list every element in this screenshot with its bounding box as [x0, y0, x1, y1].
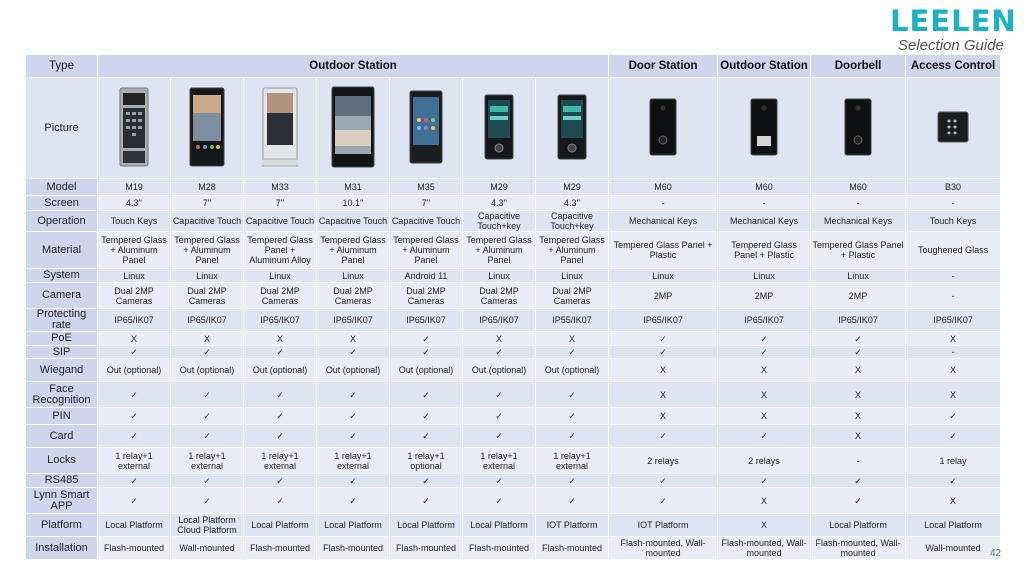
device-image [718, 78, 811, 179]
spec-cell: X [811, 382, 906, 408]
spec-cell: 2MP [811, 283, 906, 309]
group-access-control: Access Control [906, 55, 1001, 78]
spec-cell: Tempered Glass Panel + Plastic [609, 232, 718, 269]
spec-cell: Mechanical Keys [811, 211, 906, 232]
spec-cell: ✓ [609, 332, 718, 346]
spec-cell: ✓ [390, 425, 463, 448]
spec-cell: 7'' [244, 196, 317, 211]
spec-cell: 1 relay+1 external [536, 448, 609, 474]
spec-row [26, 408, 1001, 425]
spec-cell: Dual 2MP Cameras [390, 283, 463, 309]
spec-cell: X [906, 332, 1001, 346]
spec-cell: Android 11 [390, 269, 463, 283]
row-label: Wiegand [26, 359, 98, 382]
spec-cell: Linux [317, 269, 390, 283]
spec-cell: Local Platform Cloud Platform [171, 514, 244, 537]
spec-row [26, 211, 1001, 232]
m31-touch-panel-icon [331, 86, 375, 168]
spec-cell: ✓ [536, 408, 609, 425]
spec-cell: IP65/IK07 [98, 309, 171, 332]
spec-cell: M29 [536, 179, 609, 196]
spec-cell: ✓ [536, 346, 609, 359]
spec-cell: 1 relay+1 optional [390, 448, 463, 474]
spec-cell: 1 relay+1 external [98, 448, 171, 474]
row-label: PIN [26, 408, 98, 425]
spec-cell: M60 [609, 179, 718, 196]
spec-cell: 4.3'' [98, 196, 171, 211]
spec-cell: Out (optional) [463, 359, 536, 382]
spec-cell: ✓ [244, 425, 317, 448]
b30-access-reader-icon [937, 111, 969, 143]
spec-cell: - [811, 448, 906, 474]
spec-cell: - [906, 283, 1001, 309]
spec-cell: Linux [811, 269, 906, 283]
spec-cell: Capacitive Touch [171, 211, 244, 232]
spec-cell: Tempered Glass + Aluminum Panel [98, 232, 171, 269]
spec-cell: Flash-mounted [244, 537, 317, 560]
spec-cell: Wall-mounted [171, 537, 244, 560]
row-label: RS485 [26, 474, 98, 488]
spec-cell: IOT Platform [536, 514, 609, 537]
spec-cell: X [536, 332, 609, 346]
spec-cell: Dual 2MP Cameras [244, 283, 317, 309]
spec-cell: X [718, 359, 811, 382]
spec-cell: ✓ [906, 474, 1001, 488]
spec-cell: ✓ [171, 425, 244, 448]
spec-cell: ✓ [390, 332, 463, 346]
spec-cell: M29 [463, 179, 536, 196]
spec-cell: ✓ [98, 474, 171, 488]
spec-cell: X [98, 332, 171, 346]
spec-cell: ✓ [811, 474, 906, 488]
row-label: PoE [26, 332, 98, 346]
spec-cell: IP65/IK07 [609, 309, 718, 332]
page-number: 42 [990, 548, 1002, 559]
spec-cell: ✓ [317, 425, 390, 448]
spec-cell: Dual 2MP Cameras [463, 283, 536, 309]
spec-cell: Tempered Glass + Aluminum Panel [463, 232, 536, 269]
row-label: Protecting rate [26, 309, 98, 332]
device-image [463, 78, 536, 179]
spec-cell: Linux [463, 269, 536, 283]
spec-cell: Tempered Glass + Aluminum Panel [171, 232, 244, 269]
spec-cell: ✓ [536, 474, 609, 488]
spec-cell: X [906, 382, 1001, 408]
spec-cell: ✓ [244, 408, 317, 425]
row-label: Locks [26, 448, 98, 474]
spec-cell: 10.1'' [317, 196, 390, 211]
spec-cell: Out (optional) [317, 359, 390, 382]
spec-cell: ✓ [171, 346, 244, 359]
spec-cell: Dual 2MP Cameras [171, 283, 244, 309]
spec-cell: X [718, 408, 811, 425]
spec-cell: ✓ [718, 332, 811, 346]
spec-cell: Tempered Glass Panel + Plastic [718, 232, 811, 269]
spec-cell: Local Platform [811, 514, 906, 537]
spec-cell: ✓ [244, 346, 317, 359]
row-label: Material [26, 232, 98, 269]
m28-touch-panel-icon [189, 87, 225, 167]
spec-cell: - [718, 196, 811, 211]
spec-cell: 1 relay+1 external [171, 448, 244, 474]
spec-cell: Dual 2MP Cameras [536, 283, 609, 309]
row-label: Operation [26, 211, 98, 232]
spec-cell: 2 relays [718, 448, 811, 474]
spec-cell: Capacitive Touch [390, 211, 463, 232]
spec-cell: ✓ [609, 346, 718, 359]
spec-cell: - [811, 196, 906, 211]
row-label: System [26, 269, 98, 283]
spec-cell: ✓ [609, 474, 718, 488]
spec-row [26, 382, 1001, 408]
m33-touch-panel-icon [262, 87, 298, 167]
row-label: Screen [26, 196, 98, 211]
spec-cell: B30 [906, 179, 1001, 196]
spec-cell: IP65/IK07 [463, 309, 536, 332]
device-image [609, 78, 718, 179]
spec-cell: ✓ [317, 408, 390, 425]
spec-cell: M60 [811, 179, 906, 196]
spec-cell: Capacitive Touch [244, 211, 317, 232]
spec-row [26, 425, 1001, 448]
spec-cell: IP65/IK07 [244, 309, 317, 332]
spec-cell: 2 relays [609, 448, 718, 474]
row-label: Lynn Smart APP [26, 488, 98, 514]
spec-cell: Capacitive Touch [317, 211, 390, 232]
spec-cell: X [171, 332, 244, 346]
spec-cell: X [718, 488, 811, 514]
spec-cell: 7'' [171, 196, 244, 211]
spec-cell: ✓ [98, 382, 171, 408]
type-header: Type [26, 55, 98, 78]
spec-cell: ✓ [906, 425, 1001, 448]
spec-cell: ✓ [317, 474, 390, 488]
spec-cell: ✓ [171, 382, 244, 408]
spec-cell: Flash-mounted [317, 537, 390, 560]
spec-cell: IP65/IK07 [317, 309, 390, 332]
spec-cell: 2MP [609, 283, 718, 309]
spec-cell: Tempered Glass + Aluminum Panel [390, 232, 463, 269]
spec-cell: Out (optional) [171, 359, 244, 382]
spec-cell: ✓ [811, 346, 906, 359]
spec-cell: Linux [98, 269, 171, 283]
spec-cell: X [811, 425, 906, 448]
device-image [390, 78, 463, 179]
spec-cell: ✓ [98, 488, 171, 514]
spec-cell: Local Platform [463, 514, 536, 537]
row-label: SIP [26, 346, 98, 359]
spec-cell: 4.3'' [463, 196, 536, 211]
spec-cell: ✓ [390, 474, 463, 488]
spec-cell: Flash-mounted, Wall-mounted [609, 537, 718, 560]
spec-cell: ✓ [390, 488, 463, 514]
group-outdoor-station: Outdoor Station [98, 55, 609, 78]
m29-touch-panel-icon [557, 94, 587, 160]
spec-cell: - [906, 269, 1001, 283]
spec-cell: Local Platform [390, 514, 463, 537]
spec-row [26, 346, 1001, 359]
spec-cell: X [906, 359, 1001, 382]
spec-row [26, 179, 1001, 196]
spec-cell: Linux [609, 269, 718, 283]
spec-cell: ✓ [609, 425, 718, 448]
spec-cell: X [609, 359, 718, 382]
spec-cell: ✓ [390, 408, 463, 425]
spec-cell: Flash-mounted [463, 537, 536, 560]
spec-cell: Touch Keys [98, 211, 171, 232]
group-doorbell: Doorbell [811, 55, 906, 78]
header-row [26, 55, 1001, 78]
spec-cell: M60 [718, 179, 811, 196]
spec-cell: X [811, 408, 906, 425]
spec-cell: ✓ [463, 408, 536, 425]
spec-cell: Out (optional) [98, 359, 171, 382]
m60-doorbell-icon [844, 98, 872, 156]
spec-cell: Mechanical Keys [609, 211, 718, 232]
spec-cell: Local Platform [317, 514, 390, 537]
spec-cell: X [718, 382, 811, 408]
row-label: Model [26, 179, 98, 196]
spec-cell: IP55/IK07 [536, 309, 609, 332]
group-outdoor-station-2: Outdoor Station [718, 55, 811, 78]
spec-cell: Capacitive Touch+key [463, 211, 536, 232]
m60-outdoor-station-icon [750, 98, 778, 156]
spec-cell: Wall-mounted [906, 537, 1001, 560]
device-image [906, 78, 1001, 179]
spec-cell: 2MP [718, 283, 811, 309]
spec-cell: M33 [244, 179, 317, 196]
spec-cell: ✓ [609, 488, 718, 514]
spec-cell: ✓ [463, 488, 536, 514]
spec-cell: Capacitive Touch+key [536, 211, 609, 232]
spec-cell: ✓ [536, 488, 609, 514]
spec-cell: X [906, 488, 1001, 514]
spec-cell: Local Platform [244, 514, 317, 537]
spec-cell: ✓ [171, 488, 244, 514]
spec-cell: Dual 2MP Cameras [317, 283, 390, 309]
spec-cell: Flash-mounted, Wall-mounted [811, 537, 906, 560]
device-image [244, 78, 317, 179]
spec-cell: M31 [317, 179, 390, 196]
device-image [811, 78, 906, 179]
spec-row [26, 232, 1001, 269]
spec-cell: ✓ [906, 408, 1001, 425]
spec-cell: ✓ [463, 382, 536, 408]
spec-cell: - [906, 346, 1001, 359]
group-door-station: Door Station [609, 55, 718, 78]
row-label: Face Recognition [26, 382, 98, 408]
spec-row [26, 448, 1001, 474]
spec-cell: X [463, 332, 536, 346]
spec-cell: ✓ [718, 474, 811, 488]
spec-cell: 4.3'' [536, 196, 609, 211]
spec-cell: M19 [98, 179, 171, 196]
spec-cell: 1 relay [906, 448, 1001, 474]
spec-row [26, 359, 1001, 382]
spec-cell: Out (optional) [390, 359, 463, 382]
spec-cell: Out (optional) [244, 359, 317, 382]
spec-cell: M35 [390, 179, 463, 196]
spec-cell: 1 relay+1 external [317, 448, 390, 474]
spec-cell: ✓ [811, 488, 906, 514]
spec-cell: ✓ [536, 382, 609, 408]
spec-cell: ✓ [718, 346, 811, 359]
spec-cell: ✓ [536, 425, 609, 448]
spec-row [26, 332, 1001, 346]
m29-touch-panel-icon [484, 94, 514, 160]
spec-cell: ✓ [390, 382, 463, 408]
device-image [98, 78, 171, 179]
spec-cell: IP65/IK07 [811, 309, 906, 332]
m35-android-panel-icon [409, 90, 443, 164]
spec-row [26, 269, 1001, 283]
spec-cell: ✓ [244, 474, 317, 488]
spec-cell: ✓ [98, 408, 171, 425]
spec-cell: Linux [718, 269, 811, 283]
spec-cell: ✓ [244, 382, 317, 408]
spec-row [26, 196, 1001, 211]
m60-door-station-icon [649, 98, 677, 156]
spec-cell: ✓ [171, 408, 244, 425]
spec-cell: ✓ [463, 425, 536, 448]
spec-cell: 7'' [390, 196, 463, 211]
spec-cell: 1 relay+1 external [463, 448, 536, 474]
row-label: Card [26, 425, 98, 448]
spec-cell: X [609, 408, 718, 425]
spec-cell: Linux [536, 269, 609, 283]
spec-cell: Touch Keys [906, 211, 1001, 232]
spec-cell: ✓ [390, 346, 463, 359]
spec-cell: Flash-mounted, Wall-mounted [718, 537, 811, 560]
spec-cell: ✓ [317, 382, 390, 408]
selection-guide-table [25, 54, 1001, 560]
spec-cell: Linux [171, 269, 244, 283]
spec-cell: Flash-mounted [98, 537, 171, 560]
spec-cell: Linux [244, 269, 317, 283]
spec-cell: Tempered Glass + Aluminum Panel [317, 232, 390, 269]
spec-cell: Local Platform [906, 514, 1001, 537]
page-subtitle: Selection Guide [898, 37, 1004, 54]
spec-cell: Flash-mounted [536, 537, 609, 560]
device-image [171, 78, 244, 179]
spec-cell: M28 [171, 179, 244, 196]
spec-row [26, 537, 1001, 560]
spec-cell: ✓ [98, 425, 171, 448]
spec-cell: - [906, 196, 1001, 211]
spec-cell: X [811, 359, 906, 382]
spec-cell: ✓ [317, 346, 390, 359]
spec-cell: ✓ [463, 346, 536, 359]
picture-label: Picture [26, 78, 98, 179]
spec-cell: X [609, 382, 718, 408]
spec-cell: 1 relay+1 external [244, 448, 317, 474]
spec-cell: ✓ [463, 474, 536, 488]
device-image [536, 78, 609, 179]
spec-cell: Tempered Glass Panel + Aluminum Alloy [244, 232, 317, 269]
spec-cell: Mechanical Keys [718, 211, 811, 232]
spec-cell: ✓ [98, 346, 171, 359]
device-image [317, 78, 390, 179]
spec-cell: ✓ [718, 425, 811, 448]
spec-cell: - [609, 196, 718, 211]
spec-cell: Tempered Glass + Aluminum Panel [536, 232, 609, 269]
spec-cell: X [244, 332, 317, 346]
spec-row [26, 283, 1001, 309]
spec-row [26, 309, 1001, 332]
spec-cell: ✓ [171, 474, 244, 488]
spec-cell: Local Platform [98, 514, 171, 537]
spec-cell: ✓ [317, 488, 390, 514]
spec-cell: Flash-mounted [390, 537, 463, 560]
spec-row [26, 474, 1001, 488]
m19-keypad-panel-icon [119, 87, 149, 167]
spec-row [26, 488, 1001, 514]
row-label: Installation [26, 537, 98, 560]
leelen-logo [890, 4, 1017, 38]
spec-cell: Tempered Glass Panel + Plastic [811, 232, 906, 269]
spec-cell: ✓ [811, 332, 906, 346]
spec-cell: X [718, 514, 811, 537]
spec-cell: IP65/IK07 [390, 309, 463, 332]
spec-cell: Out (optional) [536, 359, 609, 382]
spec-cell: Dual 2MP Cameras [98, 283, 171, 309]
spec-cell: IP65/IK07 [718, 309, 811, 332]
logo-text: LEELEN [890, 4, 1017, 38]
spec-row [26, 514, 1001, 537]
spec-cell: IP65/IK07 [906, 309, 1001, 332]
spec-cell: Toughened Glass [906, 232, 1001, 269]
spec-cell: ✓ [244, 488, 317, 514]
row-label: Platform [26, 514, 98, 537]
spec-cell: IOT Platform [609, 514, 718, 537]
picture-row [26, 78, 1001, 179]
spec-cell: X [317, 332, 390, 346]
row-label: Camera [26, 283, 98, 309]
spec-cell: IP65/IK07 [171, 309, 244, 332]
